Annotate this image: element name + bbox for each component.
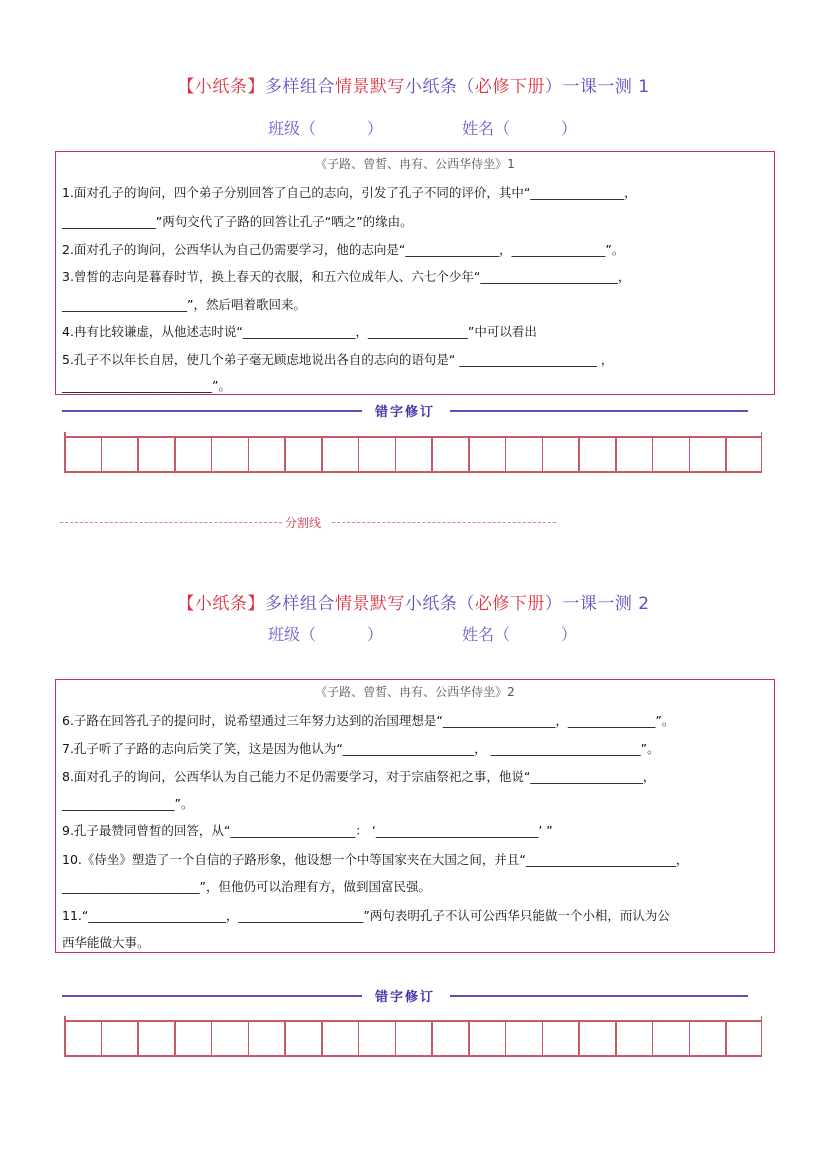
class-label: 班级（ ） xyxy=(268,625,383,644)
section-2-name-row xyxy=(0,622,827,646)
question-line: _______________”两句交代了子路的回答让孔子“哂之”的缘由。 xyxy=(62,214,413,229)
section-1-title xyxy=(0,72,827,97)
cut-line xyxy=(60,514,556,530)
name-label: 姓名（ ） xyxy=(462,625,577,644)
correction-label: 错字修订 xyxy=(374,405,435,420)
question-line: 11.“______________________，____________________”两句表明孔子不认可公西华只能做一个小相，而认为公 xyxy=(62,908,670,923)
question-line: 2.面对孔子的询问，公西华认为自己仍需要学习，他的志向是“_______________，_______________”。 xyxy=(62,242,625,257)
grid-cell-divider xyxy=(174,1020,176,1056)
question-line: 西华能做大事。 xyxy=(62,935,150,950)
question-line: ____________________”，然后唱着歌回来。 xyxy=(62,297,306,312)
grid-cell-divider xyxy=(321,436,323,472)
question-line: 3.曾皙的志向是暮春时节，换上春天的衣服，和五六位成年人、六七个少年“______________________， xyxy=(62,269,631,284)
question-line: 7.孔子听了子路的志向后笑了笑，这是因为他认为“_____________________， ________________________”。 xyxy=(62,741,660,756)
question-line: 4.冉有比较谦虚，从他述志时说“__________________，________________”中可以看出 xyxy=(62,324,537,339)
title-part: 情景默写 xyxy=(334,594,405,614)
title-bracket: 】 xyxy=(247,77,265,97)
grid-cell-divider xyxy=(542,1020,544,1056)
title-part: 必修下册 xyxy=(474,594,545,614)
title-part: 小纸条（ xyxy=(404,594,475,614)
grid-cell-divider xyxy=(284,1020,286,1056)
grid-cell-divider xyxy=(689,436,691,472)
cut-line-label: 分割线 xyxy=(285,516,322,530)
grid-cell-divider xyxy=(468,1020,470,1056)
grid-cell-divider xyxy=(431,1020,433,1056)
grid-cell-divider xyxy=(137,1020,139,1056)
grid-top-line xyxy=(64,436,762,438)
box-title: 《子路、曾皙、冉有、公西华侍坐》2 xyxy=(315,685,515,699)
question-line: 6.子路在回答孔子的提问时，说希望通过三年努力达到的治国理想是“__________________，______________”。 xyxy=(62,713,675,728)
grid-cell-divider xyxy=(652,436,654,472)
grid-bottom-line xyxy=(64,471,762,473)
title-part: 必修下册 xyxy=(474,77,545,97)
grid-cell-divider xyxy=(395,1020,397,1056)
question-line: 1.面对孔子的询问，四个弟子分别回答了自己的志向，引发了孔子不同的评价，其中“_______________， xyxy=(62,185,637,200)
title-part: 小纸条 xyxy=(194,77,248,97)
grid-cell-divider xyxy=(248,1020,250,1056)
question-line: 9.孔子最赞同曾皙的回答，从“____________________： ‘__________________________’ ” xyxy=(62,823,553,838)
grid-cell-divider xyxy=(505,1020,507,1056)
grid-cell-divider xyxy=(358,1020,360,1056)
section-2-question-box xyxy=(55,679,775,953)
section-1-name-row xyxy=(0,116,827,140)
title-part: 小纸条 xyxy=(194,594,248,614)
grid-cell-divider xyxy=(395,436,397,472)
grid-cell-divider xyxy=(725,436,727,472)
title-part: 多样组合 xyxy=(264,77,335,97)
grid-cell-divider xyxy=(284,436,286,472)
correction-divider xyxy=(62,987,748,1003)
grid-cell-divider xyxy=(761,1016,763,1056)
question-line: ______________________”，但他仍可以治理有方，做到国富民强。 xyxy=(62,879,431,894)
grid-cell-divider xyxy=(652,1020,654,1056)
grid-cell-divider xyxy=(725,1020,727,1056)
grid-cell-divider xyxy=(64,432,66,472)
grid-cell-divider xyxy=(321,1020,323,1056)
grid-cell-divider xyxy=(64,1016,66,1056)
question-line: __________________”。 xyxy=(62,796,194,811)
title-part: ）一课一测 2 xyxy=(544,594,650,614)
title-part: 小纸条（ xyxy=(404,77,475,97)
correction-label: 错字修订 xyxy=(374,990,435,1005)
question-line: 10.《侍坐》塑造了一个自信的子路形象，他设想一个中等国家夹在大国之间，并且“________________________， xyxy=(62,852,689,867)
grid-cell-divider xyxy=(468,436,470,472)
grid-bottom-line xyxy=(64,1055,762,1057)
grid-cell-divider xyxy=(248,436,250,472)
grid-cell-divider xyxy=(358,436,360,472)
grid-cell-divider xyxy=(689,1020,691,1056)
grid-cell-divider xyxy=(615,1020,617,1056)
correction-grid xyxy=(64,1020,762,1056)
grid-cell-divider xyxy=(615,436,617,472)
section-2-title xyxy=(0,589,827,614)
question-line: 5.孔子不以年长自居，使几个弟子毫无顾虑地说出各自的志向的语句是“ ______________________ ， xyxy=(62,352,614,367)
title-bracket: 【 xyxy=(177,77,195,97)
box-title: 《子路、曾皙、冉有、公西华侍坐》1 xyxy=(315,157,515,171)
grid-cell-divider xyxy=(211,436,213,472)
correction-grid xyxy=(64,436,762,472)
grid-cell-divider xyxy=(542,436,544,472)
correction-divider xyxy=(62,402,748,418)
grid-cell-divider xyxy=(211,1020,213,1056)
class-label: 班级（ ） xyxy=(268,119,383,138)
title-bracket: 】 xyxy=(247,594,265,614)
grid-cell-divider xyxy=(101,436,103,472)
grid-cell-divider xyxy=(761,432,763,472)
title-part: 情景默写 xyxy=(334,77,405,97)
grid-cell-divider xyxy=(578,436,580,472)
grid-cell-divider xyxy=(137,436,139,472)
question-line: ________________________”。 xyxy=(62,378,231,393)
grid-cell-divider xyxy=(505,436,507,472)
grid-top-line xyxy=(64,1020,762,1022)
title-part: 多样组合 xyxy=(264,594,335,614)
question-line: 8.面对孔子的询问，公西华认为自己能力不足仍需要学习，对于宗庙祭祀之事，他说“__________________， xyxy=(62,769,656,784)
title-part: ）一课一测 1 xyxy=(544,77,650,97)
name-label: 姓名（ ） xyxy=(462,119,577,138)
title-bracket: 【 xyxy=(177,594,195,614)
section-1-question-box xyxy=(55,151,775,395)
grid-cell-divider xyxy=(174,436,176,472)
grid-cell-divider xyxy=(431,436,433,472)
grid-cell-divider xyxy=(101,1020,103,1056)
grid-cell-divider xyxy=(578,1020,580,1056)
